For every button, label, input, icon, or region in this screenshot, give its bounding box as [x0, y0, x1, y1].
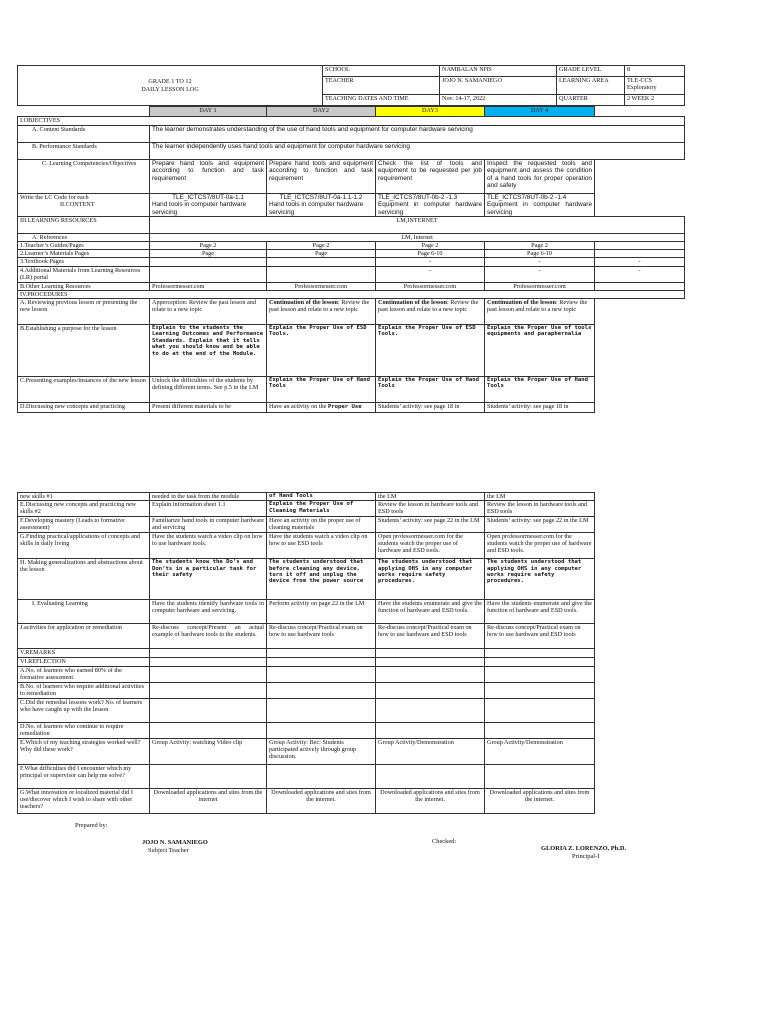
reflection-a-day3 [376, 667, 485, 683]
p2-row1-label: new skills #1 [18, 493, 150, 501]
lc-code-day2: TLE_ICTCS7/8UT-0a-1.1-1.2 [279, 194, 363, 201]
form-title-line2: DAILY LESSON LOG [141, 85, 199, 93]
other-resources-day2: Professormesser.com [267, 282, 376, 290]
lr-day4: - [485, 266, 595, 282]
other-resources-label: B.Other Learning Resources [18, 282, 150, 290]
p2-row1-day4: the LM [485, 493, 595, 501]
reflection-f-spacer [595, 765, 685, 789]
remarks-day1 [150, 649, 267, 658]
reflection-day2 [267, 658, 376, 667]
reflection-f-day1 [150, 765, 267, 789]
p2-i-day2: Perform activity on page 22 in the LM [267, 600, 376, 624]
content-standards-text: The learner demonstrates understanding of the use of hand tools and equipment for computer hardware servicing [150, 126, 685, 143]
lr-label: 4.Additional Materials from Learning Resources (LR) portal [18, 266, 150, 282]
content-value-day4: Equipment in computer hardware servicing [487, 201, 592, 216]
proc-b-day1: Explain to the students the Learning Outcomes and Performance Standards. Explain that it tells what you should know and be able to do at the end of the Module. [150, 324, 267, 376]
p2-i-day3: Have the students enumerate and give the function of hardware and ESD tools. [376, 600, 485, 624]
reflection-g-spacer [595, 789, 685, 814]
dll-page-1 [17, 65, 684, 413]
p2-e-label: E.Discussing new concepts and practicing new skills #2 [18, 501, 150, 517]
p2-j-day4: Re-discuss concept/Practical exam on how to use hardware and ESD tools [485, 624, 595, 649]
reflection-spacer [595, 658, 685, 667]
proc-a-day3: Continuation of the lesson: Review the past lesson and relate to a new topic [376, 298, 485, 324]
tg-day1: Page 2 [150, 242, 267, 250]
p2-h-label: H. Making generalizations and abstractions about the lesson [18, 559, 150, 600]
p2-j-day3: Re-discuss concept/Practical exam on how to use hardware and ESD tools [376, 624, 485, 649]
p2-row1-spacer [595, 493, 685, 501]
p2-g-spacer [595, 533, 685, 559]
proc-b-day3: Explain the Proper Use of ESD Tools. [376, 324, 485, 376]
reflection-d-day4 [485, 723, 595, 739]
remarks-spacer [595, 649, 685, 658]
proc-c-day1: Unlock the difficulties of the students by defining different terms. See p.5 in the LM [150, 376, 267, 402]
content-day3 [376, 194, 485, 217]
reflection-label: VI.REFLECTION [18, 658, 150, 667]
day1-header: DAY 1 [150, 107, 267, 117]
tg-label: 1.Teacher’s Guides/Pages [18, 242, 150, 250]
day2-header: DAY2 [267, 107, 376, 117]
reflection-b-spacer [595, 683, 685, 699]
p2-e-day3: Review the lesson in hardware tools and ESD tools [376, 501, 485, 517]
teacher-label: TEACHER [323, 77, 440, 95]
reflection-b-day2 [267, 683, 376, 699]
content-value-day1: Hand tools in computer hardware servicing [152, 201, 247, 216]
proc-a-day2-text: Review the past lesson and relate to a new topic [269, 298, 370, 313]
day4-header: DAY 4 [485, 107, 595, 117]
lc-code-cell [18, 194, 150, 217]
p2-e-spacer [595, 501, 685, 517]
competencies-label: C. Learning Competencies/Objectives [18, 160, 150, 194]
p2-h-spacer [595, 559, 685, 600]
p2-h-day1: The students know the Do’s and Don’ts in a particular task for their safety [150, 559, 267, 600]
p2-j-label: J.activities for application or remediation [18, 624, 150, 649]
tb-day3: - [376, 258, 485, 266]
p2-j-spacer [595, 624, 685, 649]
proc-a-spacer [595, 298, 685, 324]
reflection-d-spacer [595, 723, 685, 739]
tb-day4: - [485, 258, 595, 266]
reflection-g-day4: Downloaded applications and sites from the internet. [485, 789, 595, 814]
reflection-f-label: F.What difficulties did I encounter which my principal or supervisor can help me solve? [18, 765, 150, 789]
reflection-a-day4 [485, 667, 595, 683]
lc-code-day4: TLE_ICTCS7/8UT-0b-2 -1.4 [487, 194, 567, 201]
proc-b-day2: Explain the Proper Use of ESD Tools. [267, 324, 376, 376]
lm-day1: Page [150, 250, 267, 258]
quarter-value: 2 WEEK 2 [625, 95, 685, 106]
lr-day1 [150, 266, 267, 282]
tg-day2: Page 2 [267, 242, 376, 250]
reflection-c-day3 [376, 699, 485, 723]
remarks-day4 [485, 649, 595, 658]
tb-extra: - [595, 258, 685, 266]
reflection-a-spacer [595, 667, 685, 683]
proc-d-spacer [595, 402, 685, 412]
lc-code-label: Write the LC Code for each [20, 194, 89, 201]
reflection-g-day1: Downloaded applications and sites from the internet [150, 789, 267, 814]
p2-g-day4: Open professormesser.com for the students watch the proper use of hardware and ESD tools. [485, 533, 595, 559]
checked-label: Checked: [432, 838, 457, 845]
principal-name: GLORIA Z. LORENZO, Ph.D. [541, 845, 627, 852]
proc-a-day2-bold: Continuation of the lesson [269, 298, 338, 306]
reflection-day1 [150, 658, 267, 667]
reflection-e-day2: Group Activity: Bec: Students participated actively through group discussion. [267, 739, 376, 765]
day3-header: DAY3 [376, 107, 485, 117]
teacher-signatory-name: JOJO N. SAMANIEGO [142, 839, 208, 846]
reflection-a-label: A.No. of learners who earned 80% of the formative assessment [18, 667, 150, 683]
reflection-c-day1 [150, 699, 267, 723]
remarks-day3 [376, 649, 485, 658]
prepared-by-label: Prepared by: [75, 822, 108, 829]
reflection-e-spacer [595, 739, 685, 765]
proc-d-label: D.Discussing new concepts and practicing [18, 402, 150, 412]
principal-title: Principal-I [572, 853, 600, 860]
other-resources-day1: Professormesser.com [150, 282, 267, 290]
form-title [18, 66, 323, 106]
tb-day2 [267, 258, 376, 266]
p2-f-label: F.Developing mastery (Leads to formative assessment) [18, 517, 150, 533]
reflection-b-label: B.No. of learners who require additional activities to remediation [18, 683, 150, 699]
reflection-day4 [485, 658, 595, 667]
tb-day1 [150, 258, 267, 266]
reflection-c-label: C.Did the remedial lessons work? No. of learners who have caught up with the lesson [18, 699, 150, 723]
lm-day2: Page [267, 250, 376, 258]
reflection-a-day1 [150, 667, 267, 683]
p2-e-day1: Explain information sheet 1.1 [150, 501, 267, 517]
p2-row1-day2: of Hand Tools [267, 493, 376, 501]
proc-a-day3-text: Review the past lesson and relate to a new topic [378, 298, 479, 313]
p2-i-day1: Have the students identify hardware tools in computer hardware and servicing. [150, 600, 267, 624]
reflection-g-label: G.What innovation or localized material did I use/discover which I wish to share with other teachers? [18, 789, 150, 814]
grade-level-label: GRADE LEVEL [557, 66, 625, 77]
p2-j-day1: Re-discuss concept/Present an actual example of hardware tools to the students. [150, 624, 267, 649]
p2-j-day2: Re-discuss concept/Practical exam on how to use hardware tools [267, 624, 376, 649]
content-day1 [150, 194, 267, 217]
proc-b-label: B.Establishing a purpose for the lesson [18, 324, 150, 376]
performance-standards-label: B. Performance Standards [18, 143, 150, 160]
content-value-day3: Equipment in computer hardware servicing [378, 201, 482, 216]
form-title-line1: GRADE 1 TO 12 [148, 78, 192, 86]
other-resources-day4: Professormesser.com [485, 282, 595, 290]
content-spacer [595, 194, 685, 217]
p2-g-day1: Have the students watch a video clip on how to use hardware tools. [150, 533, 267, 559]
reflection-day3 [376, 658, 485, 667]
proc-a-day4: Continuation of the lesson: Review the past lesson and relate to a new topic [485, 298, 595, 324]
content-value-day2: Hand tools in computer hardware servicing [269, 201, 364, 216]
p2-f-day4: Students’ activity: see page 22 in the LM [485, 517, 595, 533]
other-resources-day3: Professormesser.com [376, 282, 485, 290]
remarks-label: V.REMARKS [18, 649, 150, 658]
competency-day2: Prepare hand tools and equipment according to function and task requirement [267, 160, 376, 194]
lr-day3: - [376, 266, 485, 282]
p2-g-day2: Have the students watch a video clip on how to use ESD tools [267, 533, 376, 559]
reflection-g-day2: Downloaded applications and sites from the internet. [267, 789, 376, 814]
content-day4 [485, 194, 595, 217]
proc-d-day3: Students’ activity: see page 18 in [376, 402, 485, 412]
resources-label: III.LEARNING RESOURCES [18, 217, 150, 234]
teacher-signatory-title: Subject Teacher [148, 847, 189, 854]
proc-c-label: C.Presenting examples/instances of the new lesson [18, 376, 150, 402]
lc-code-day3: TLE_ICTCS7/8UT-0b-2 -1.3 [378, 194, 458, 201]
proc-b-spacer [595, 324, 685, 376]
competency-day3: Check the list of tools and equipment to be requested per job requirement [376, 160, 485, 194]
procedures-heading: IV.PROCEDURES [18, 290, 685, 298]
reflection-d-day2 [267, 723, 376, 739]
performance-standards-text: The learner independently uses hand tools and equipment for computer hardware servicing [150, 143, 685, 160]
content-label: II.CONTENT [60, 201, 95, 209]
lm-label: 2.Learner’s Materials Pages [18, 250, 150, 258]
reflection-c-day4 [485, 699, 595, 723]
tg-day3: Page 2 [376, 242, 485, 250]
proc-d-day2-text: Have an activity on the [269, 402, 328, 410]
proc-c-day3: Explain the Proper Use of Hand Tools [376, 376, 485, 402]
competency-day4: Inspect the requested tools and equipment and assess the condition of a hand tools for proper operation and safety [485, 160, 595, 194]
p2-i-spacer [595, 600, 685, 624]
quarter-label: QUARTER [557, 95, 625, 106]
p2-f-day3: Students’ activity: see page 22 in the LM [376, 517, 485, 533]
resources-value: LM,INTERNET [150, 217, 685, 234]
dll-page-2 [17, 492, 684, 814]
reflection-b-day3 [376, 683, 485, 699]
dates-value: Nov. 14-17, 2022 [440, 95, 557, 106]
proc-a-day2: Continuation of the lesson: Review the past lesson and relate to a new topic [267, 298, 376, 324]
reflection-f-day3 [376, 765, 485, 789]
p2-row1-day3: the LM [376, 493, 485, 501]
p2-h-day4: The students understood that applying OHS in any computer works require safety procedures. [485, 559, 595, 600]
reflection-c-spacer [595, 699, 685, 723]
day-header-spacer [18, 107, 150, 117]
reflection-c-day2 [267, 699, 376, 723]
learning-area-label: LEARNING AREA [557, 77, 625, 95]
school-label: SCHOOL [323, 66, 440, 77]
reflection-d-day1 [150, 723, 267, 739]
teacher-value: JOJO N. SAMANIEGO [440, 77, 557, 95]
reflection-d-day3 [376, 723, 485, 739]
proc-a-day3-bold: Continuation of the lesson [378, 298, 447, 306]
reflection-d-label: D.No. of learners who continue to require remediation [18, 723, 150, 739]
dll-table-1 [17, 106, 685, 413]
lm-day4: Page 6-10 [485, 250, 595, 258]
reflection-b-day4 [485, 683, 595, 699]
lm-extra [595, 250, 685, 258]
lr-day2 [267, 266, 376, 282]
remarks-day2 [267, 649, 376, 658]
dates-label: TEACHING DATES AND TIME [323, 95, 440, 106]
proc-c-spacer [595, 376, 685, 402]
competency-spacer [595, 160, 685, 194]
header-table [17, 65, 685, 106]
proc-a-day4-bold: Continuation of the lesson [487, 298, 556, 306]
lr-extra: - [595, 266, 685, 282]
tg-day4: Page 2 [485, 242, 595, 250]
p2-h-day2: The students understood that before cleaning any device, turn it off and unplug the device from the power source [267, 559, 376, 600]
reflection-e-day4: Group Activity/Demonstration [485, 739, 595, 765]
tg-extra [595, 242, 685, 250]
proc-d-day4: Students’ activity: see page 18 in [485, 402, 595, 412]
reflection-e-label: E.Which of my teaching strategies worked well?Why did these work? [18, 739, 150, 765]
p2-g-day3: Open professormesser.com for the students watch the proper use of hardware and ESD tools. [376, 533, 485, 559]
lc-code-day1: TLE_ICTCS7/8UT-0a-1.1 [172, 194, 244, 201]
p2-f-day1: Familiarize hand tools in computer hardware and servicing [150, 517, 267, 533]
proc-a-day1: Apperception: Review the past lesson and relate to a new topic [150, 298, 267, 324]
p2-h-day3: The students understood that applying OHS in any computer works require safety procedures. [376, 559, 485, 600]
p2-f-spacer [595, 517, 685, 533]
other-resources-extra [595, 282, 685, 290]
learning-area-value: TLE-CCS Exploratory [625, 77, 685, 95]
tb-label: 3.Textbook Pages [18, 258, 150, 266]
proc-b-day4: Explain the Proper Use of tools equipments and paraphernalia [485, 324, 595, 376]
references-label: A. References [18, 234, 150, 242]
content-day2 [267, 194, 376, 217]
reflection-a-day2 [267, 667, 376, 683]
reflection-f-day4 [485, 765, 595, 789]
dll-table-2 [17, 492, 685, 814]
school-value: NAMBALAN NHS [440, 66, 557, 77]
proc-a-day4-text: Review the past lesson and relate to a new topic [487, 298, 588, 313]
p2-e-day2: Explain the Proper Use of Cleaning Materials [267, 501, 376, 517]
proc-a-label: A. Reviewing previous lesson or presenting the new lesson [18, 298, 150, 324]
p2-row1-day1: needed in the task from the module [150, 493, 267, 501]
reflection-g-day3: Downloaded applications and sites from the internet. [376, 789, 485, 814]
p2-g-label: G.Finding practical/applications of concepts and skills in daily living [18, 533, 150, 559]
grade-level-value: 8 [625, 66, 685, 77]
proc-d-day1: Present different materials to be [150, 402, 267, 412]
reflection-f-day2 [267, 765, 376, 789]
proc-c-day2: Explain the Proper Use of Hand Tools [267, 376, 376, 402]
reflection-b-day1 [150, 683, 267, 699]
proc-d-day2 [267, 402, 376, 412]
competency-day1: Prepare hand tools and equipment according to function and task requirement [150, 160, 267, 194]
objectives-heading: I.OBJECTIVES [18, 117, 685, 126]
p2-i-label: I. Evaluating Learning [18, 600, 150, 624]
reflection-e-day3: Group Activity/Demonstration [376, 739, 485, 765]
references-value: LM, Internet [150, 234, 685, 242]
proc-d-day2-bold: Proper Use [327, 403, 362, 410]
p2-f-day2: Have an activity on the proper use of cleaning materials [267, 517, 376, 533]
reflection-e-day1: Group Activity: watching Video clip [150, 739, 267, 765]
p2-e-day4: Review the lesson in hardware tools and ESD tools [485, 501, 595, 517]
lm-day3: Page 6-10 [376, 250, 485, 258]
p2-i-day4: Have the students enumerate and give the function of hardware and ESD tools. [485, 600, 595, 624]
day-header-spacer-right [595, 107, 685, 117]
content-standards-label: A. Content Standards [18, 126, 150, 143]
proc-c-day4: Explain the Proper Use of Hand Tools [485, 376, 595, 402]
